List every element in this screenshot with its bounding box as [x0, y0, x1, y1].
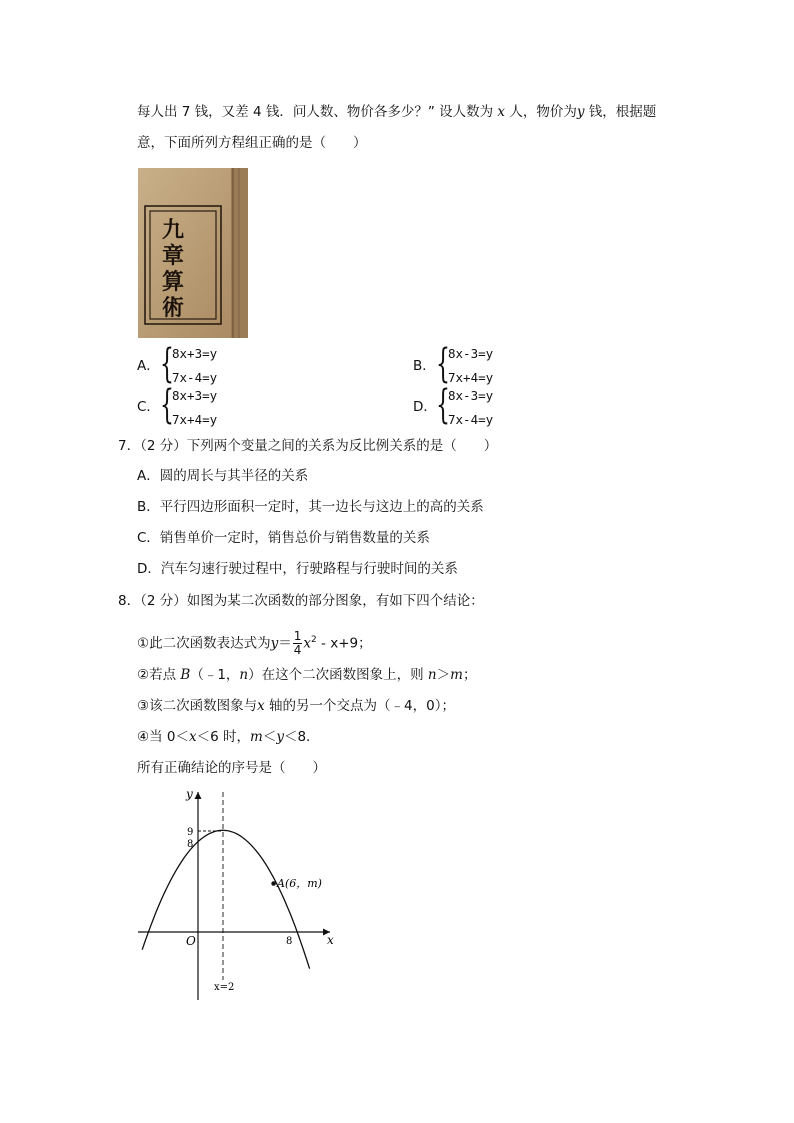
q7-option-a[interactable]: A．圆的周长与其半径的关系: [137, 468, 309, 484]
parabola-curve: [142, 830, 309, 968]
jiuzhang-suanshu-book-image: [138, 168, 248, 338]
q7-stem: 7．（2 分）下列两个变量之间的关系为反比例关系的是（ ）: [118, 438, 498, 454]
q6-text-a: 每人出 7 钱，又差 4 钱．问人数、物价各多少？” 设人数为: [137, 104, 498, 120]
var-n: n: [427, 667, 437, 683]
q7-option-c[interactable]: C．销售单价一定时，销售总价与销售数量的关系: [137, 530, 430, 546]
x-axis-label: x: [327, 933, 334, 947]
book-title-char: 術: [162, 295, 185, 321]
var-y: y: [270, 635, 279, 652]
option-label: A．: [137, 358, 160, 374]
equation: 8x-3=y: [448, 388, 494, 403]
exponent: 2: [311, 635, 317, 645]
q8-conclusion-1: [137, 627, 372, 657]
q6-text-b: 人，物价为: [505, 104, 577, 120]
q8-conclusion-3: [137, 697, 455, 715]
point-a-label: A(6，m): [277, 877, 322, 890]
equation: 7x-4=y: [448, 412, 494, 427]
var-m: m: [450, 667, 463, 683]
denominator: 4: [293, 643, 302, 657]
brace-icon: {: [160, 382, 174, 428]
text: ＝: [278, 635, 292, 652]
q8-conclusion-4: [137, 728, 320, 746]
text: ①此二次函数表达式为: [137, 635, 271, 652]
option-label: C．: [137, 399, 160, 415]
text: - x+9；: [316, 635, 372, 652]
equation: 8x+3=y: [172, 346, 218, 361]
text: ＜6 时，: [196, 729, 250, 745]
q6-text-line1: [137, 103, 656, 121]
var-x: x: [257, 698, 265, 714]
var-y: y: [276, 729, 284, 745]
q7-option-b[interactable]: B．平行四边形面积一定时，其一边长与这边上的高的关系: [137, 499, 484, 515]
text: （﹣1，: [190, 667, 240, 683]
brace-icon: {: [436, 382, 450, 428]
var-y: y: [576, 104, 585, 120]
text: ③该二次函数图象与: [137, 698, 258, 714]
option-label: B．: [413, 358, 436, 374]
q8-stem: 8．（2 分）如图为某二次函数的部分图象，有如下四个结论：: [118, 593, 484, 609]
var-x: x: [303, 635, 312, 652]
numerator: 1: [293, 629, 302, 643]
brace-icon: {: [436, 341, 450, 387]
book-title-char: 九: [162, 217, 185, 243]
text: 轴的另一个交点为（﹣4，0）；: [264, 698, 455, 714]
equation: 7x+4=y: [448, 370, 494, 385]
text: ）在这个二次函数图象上，则: [248, 667, 428, 683]
y-tick-8: 8: [187, 839, 194, 850]
q6-text-c: 钱，根据题: [584, 104, 657, 120]
equation: 8x-3=y: [448, 346, 494, 361]
q8-ask: 所有正确结论的序号是（ ）: [137, 760, 326, 776]
text: ＞: [436, 667, 451, 683]
book-title-char: 算: [162, 269, 185, 295]
symmetry-line-label: x=2: [214, 982, 235, 993]
var-m: m: [250, 729, 263, 745]
fraction: [293, 630, 303, 657]
equation: 7x-4=y: [172, 370, 218, 385]
x-tick-8: 8: [286, 936, 293, 947]
brace-icon: {: [160, 341, 174, 387]
q7-option-d[interactable]: D．汽车匀速行驶过程中，行驶路程与行驶时间的关系: [137, 561, 458, 577]
parabola-graph: [130, 780, 350, 1010]
var-x: x: [188, 729, 197, 745]
point-a: [271, 881, 276, 886]
text: ④当 0＜: [137, 729, 189, 745]
q6-text-line2: 意，下面所列方程组正确的是（ ）: [137, 135, 367, 151]
point-b: B: [180, 667, 191, 683]
equation: 8x+3=y: [172, 388, 218, 403]
text: ②若点: [137, 667, 181, 683]
y-tick-9: 9: [187, 827, 194, 838]
text: ＜: [262, 729, 277, 745]
y-axis-label: y: [186, 787, 193, 801]
book-title-char: 章: [162, 243, 185, 269]
text: ＜8．: [283, 729, 320, 745]
var-n: n: [239, 667, 249, 683]
q8-conclusion-2: [137, 666, 476, 684]
var-x: x: [497, 104, 506, 120]
option-label: D．: [413, 399, 437, 415]
equation: 7x+4=y: [172, 412, 218, 427]
text: ；: [462, 667, 477, 683]
origin-label: O: [186, 934, 196, 948]
